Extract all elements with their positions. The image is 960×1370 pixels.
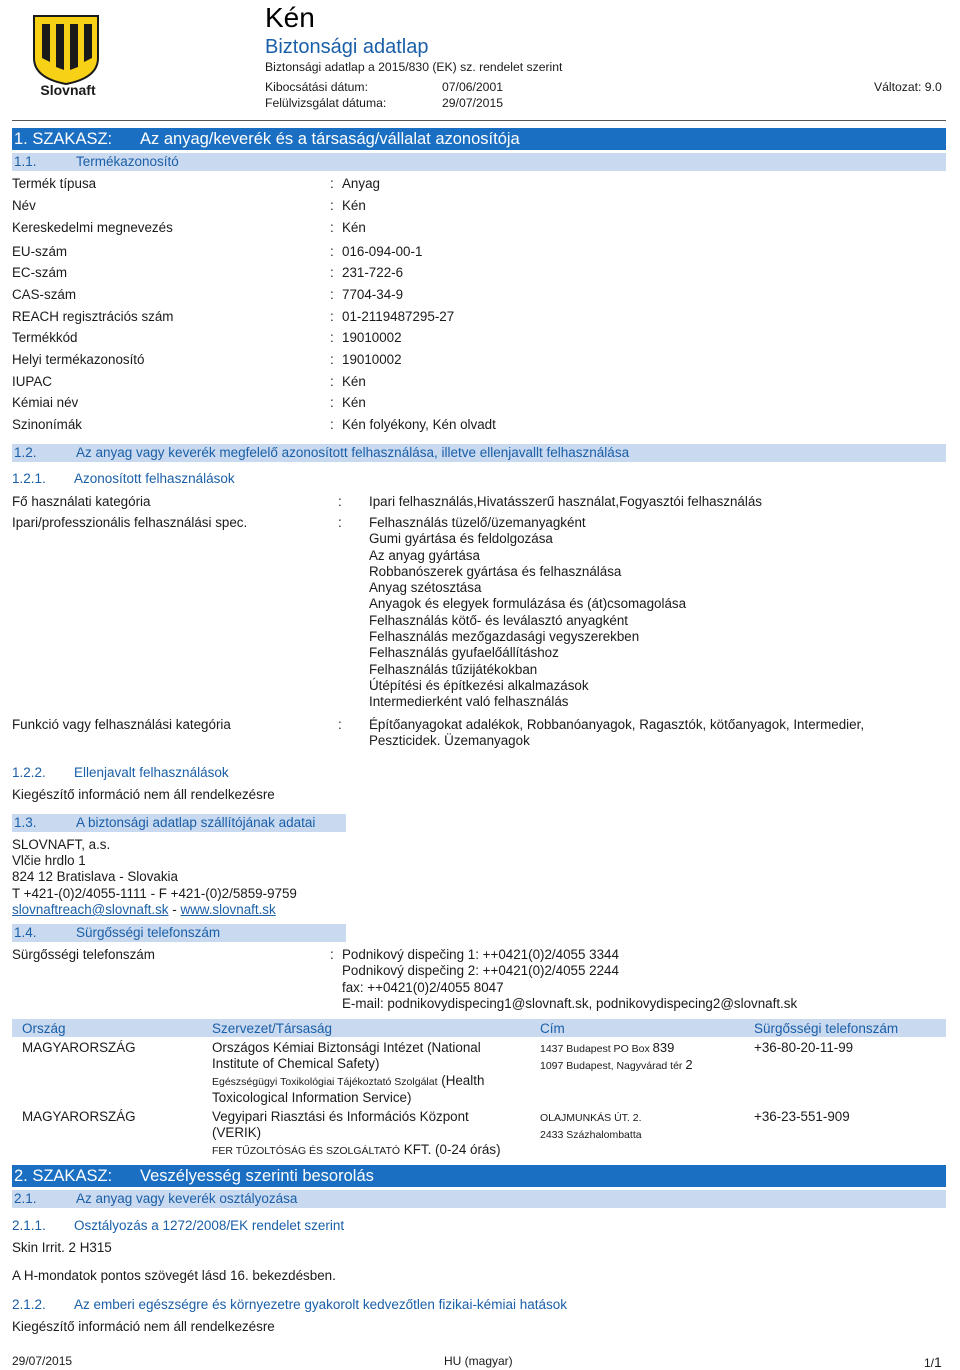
industrial-use-item: Intermedierként való felhasználás: [369, 694, 569, 710]
version-label: Változat: 9.0: [874, 80, 942, 94]
table-row: [12, 1106, 946, 1159]
emergency-line: E-mail: podnikovydispecing1@slovnaft.sk, podnikovydispecing2@slovnaft.sk: [342, 995, 798, 1011]
slovnaft-logo: [30, 12, 102, 100]
emergency-line: Podnikový dispečing 1: ++0421(0)2/4055 3344: [342, 947, 619, 962]
industrial-use-item: Felhasználás tüzelő/üzemanyagként: [369, 515, 586, 530]
industrial-use-item: Felhasználás tűzijátékokban: [369, 661, 538, 677]
footer-date: 29/07/2015: [12, 1354, 73, 1368]
issue-date-value: 07/06/2001: [442, 80, 503, 94]
section-1-2-2-heading: 1.2.2. Ellenjavalt felhasználások: [12, 765, 229, 780]
col-organization: Szervezet/Társaság: [202, 1019, 530, 1037]
supplier-name: SLOVNAFT, a.s.: [12, 837, 111, 852]
emergency-line: Podnikový dispečing 2: ++0421(0)2/4055 2244: [342, 963, 619, 979]
col-address: Cím: [530, 1019, 744, 1037]
revision-date-label: Felülvizsgálat dátuma:: [265, 96, 387, 110]
industrial-use-item: Felhasználás mezőgazdasági vegyszerekben: [369, 629, 640, 645]
industrial-use-item: Robbanószerek gyártása és felhasználása: [369, 563, 622, 579]
col-emergency-phone: Sürgősségi telefonszám: [744, 1019, 946, 1037]
cell-address: 1437 Budapest PO Box 839 1097 Budapest, Nagyvárad tér 2: [540, 1040, 693, 1072]
header-divider: [12, 120, 946, 121]
section-2-1-2-heading: 2.1.2. Az emberi egészségre és környezetre gyakorolt kedvezőtlen fizikai-kémiai hatások: [12, 1297, 567, 1312]
industrial-use-item: Anyagok és elegyek formulázása és (át)csomagolása: [369, 596, 687, 612]
industrial-use-item: Felhasználás gyufaelőállításhoz: [369, 645, 559, 661]
supplier-phone: T +421-(0)2/4055-1111 - F +421-(0)2/5859-9759: [12, 886, 297, 901]
emergency-contacts: [342, 947, 797, 1012]
no-info-text: Kiegészítő információ nem áll rendelkezésre: [12, 787, 275, 802]
function-value: Építőanyagokat adalékok, Robbanóanyagok, Ragasztók, kötőanyagok, Intermedier, Peszticidek. Üzemanyagok: [369, 717, 865, 749]
supplier-street: Vlčie hrdlo 1: [12, 853, 86, 868]
supplier-email-link[interactable]: slovnaftreach@slovnaft.sk: [12, 902, 169, 917]
section-2-header: 2. SZAKASZ: Veszélyesség szerinti besorolás: [12, 1165, 946, 1187]
sds-page: Slovnaft Kén Biztonsági adatlap Biztonsági adatlap a 2015/830 (EK) sz. rendelet szerint Kibocsátási dátum: 07/06/2001 Felülvizsgálat dátuma: 29/07/2015 Változat: 9.0 1. SZAKASZ: Az anyag/keverék és a társaság/vállalat azonosítója 1.1. Termékazonosító Termék típusa : Anyag Név : Kén Kereskedelmi megnevezés : Kén EU-szám : 016-094-00-1 EC-szám : 231-722-6 CAS-szám : 7704-34-9 REACH regisztrációs szám : 01-2119487295-27 Termékkód : 19010002 Helyi termékazonosító : 19010002 IUPAC : Kén Kémiai név : Kén Szinonímák : Kén folyékony, Kén olvadt 1.2. Az anyag vagy keverék megfelelő azonosított felhasználása, illetve ellenjavallt felhasználása 1.2.1. Azonosított felhasználások Fő használati kategória : Ipari felhasználás,Hivatásszerű használat,Fogyasztói felhasználás Ipari/professzionális felhasználási spec. : Felhasználás tüzelő/üzemanyagként Gumi gyártása és feldolgozása Az anyag gyártása Robbanószerek gyártása és felhasználása Anyag szétosztása Anyagok és elegyek formulázása és (át)csomagolása Felhasználás kötő- és leválasztó anyagként Felhasználás mezőgazdasági vegyszerekben Felhasználás gyufaelőállításhoz Felhasználás tűzijátékokban Útépítési és építkezési alkalmazások Intermedierként való felhasználás Funkció vagy felhasználási kategória : Építőanyagokat adalékok, Robbanóanyagok, Ragasztók, kötőanyagok, Intermedier, Peszticidek. Üzemanyagok 1.2.2. Ellenjavalt felhasználások Kiegészítő információ nem áll rendelkezésre 1.3. A biztonsági adatlap szállítójának adatai SLOVNAFT, a.s. Vlčie hrdlo 1 824 12 Bratislava - Slovakia T +421-(0)2/4055-1111 - F +421-(0)2/5859-9759 slovnaftreach@slovnaft.sk - www.slovnaft.sk 1.4. Sürgősségi telefonszám Sürgősségi telefonszám : Podnikový dispečing 1: ++0421(0)2/4055 3344 Podnikový dispečing 2: ++0421(0)2/4055 2244 fax: ++0421(0)2/4055 8047 E-mail: podnikovydispecing1@slovnaft.sk, podnikovydispecing2@slovnaft.sk Ország Szervezet/Társaság Cím Sürgősségi telefonszám MAGYARORSZÁG Országos Kémiai Biztonsági Intézet (National Institute of Chemical Safety) Egészségügyi Toxikológiai Tájékoztató Szolgálat (Health Toxicological Information Service) 1437 Budapest PO Box 839 1097 Budapest, Nagyvárad tér 2 +36-80-20-11-99 MAGYARORSZÁG Vegyipari Riasztási és Információs Központ (VERIK) FER TŰZOLTÓSÁG ÉS SZOLGÁLTATÓ KFT. (0-24 órás) OLAJMUNKÁS ÚT. 2. 2433 Százhalombatta +36-23-551-909 2. SZAKASZ: Veszélyesség szerinti besorolás 2.1. Az anyag vagy keverék osztályozása 2.1.1. Osztályozás a 1272/2008/EK rendelet szerint Skin Irrit. 2 H315 A H-mondatok pontos szövegét lásd 16. bekezdésben. 2.1.2. Az emberi egészségre és környezetre gyakorolt kedvezőtlen fizikai-kémiai hatások Kiegészítő információ nem áll rendelkezésre 29/07/2015 HU (magyar) 1/1: [0, 0, 960, 1370]
section-1-4-header: 1.4. Sürgősségi telefonszám: [12, 924, 346, 942]
supplier-website-link[interactable]: www.slovnaft.sk: [180, 902, 276, 917]
section-2-1-header: 2.1. Az anyag vagy keverék osztályozása: [12, 1190, 946, 1208]
industrial-use-item: Az anyag gyártása: [369, 547, 480, 563]
industrial-use-item: Anyag szétosztása: [369, 580, 482, 596]
cell-emergency-phone: +36-80-20-11-99: [754, 1040, 854, 1055]
emergency-contacts-table: [12, 1019, 946, 1159]
no-info-text-2: Kiegészítő információ nem áll rendelkezésre: [12, 1319, 275, 1334]
h-statement-note: A H-mondatok pontos szövegét lásd 16. bekezdésben.: [12, 1268, 336, 1283]
col-country: Ország: [12, 1019, 202, 1037]
section-1-header: 1. SZAKASZ: Az anyag/keverék és a társaság/vállalat azonosítója: [12, 128, 946, 150]
section-1-2-header: 1.2. Az anyag vagy keverék megfelelő azonosított felhasználása, illetve ellenjavallt felhasználása: [12, 444, 946, 462]
regulation-note: Biztonsági adatlap a 2015/830 (EK) sz. rendelet szerint: [265, 60, 563, 74]
cell-organization: Országos Kémiai Biztonsági Intézet (National Institute of Chemical Safety) Egészségügyi Toxikológiai Tájékoztató Szolgálat (Health Toxicological Information Service): [212, 1040, 485, 1105]
emergency-line: fax: ++0421(0)2/4055 8047: [342, 979, 504, 995]
cell-country: MAGYARORSZÁG: [22, 1040, 136, 1055]
section-1-1-header: 1.1. Termékazonosító: [12, 153, 946, 171]
section-1-3-header: 1.3. A biztonsági adatlap szállítójának adatai: [12, 814, 346, 832]
cell-organization: Vegyipari Riasztási és Információs Központ (VERIK) FER TŰZOLTÓSÁG ÉS SZOLGÁLTATÓ KFT. (0-24 órás): [212, 1109, 501, 1157]
footer-language: HU (magyar): [444, 1354, 513, 1368]
classification-line: Skin Irrit. 2 H315: [12, 1240, 112, 1255]
industrial-use-item: Gumi gyártása és feldolgozása: [369, 531, 553, 547]
industrial-use-item: Felhasználás kötő- és leválasztó anyagként: [369, 612, 629, 628]
brand-name: Slovnaft: [40, 82, 96, 98]
supplier-city: 824 12 Bratislava - Slovakia: [12, 869, 178, 884]
product-title: Kén: [265, 2, 315, 33]
supplier-contacts: slovnaftreach@slovnaft.sk - www.slovnaft.sk: [12, 902, 276, 917]
industrial-use-item: Útépítési és építkezési alkalmazások: [369, 677, 589, 693]
section-1-2-1-heading: 1.2.1. Azonosított felhasználások: [12, 471, 235, 486]
revision-date-value: 29/07/2015: [442, 96, 503, 110]
issue-date-label: Kibocsátási dátum:: [265, 80, 368, 94]
cell-emergency-phone: +36-23-551-909: [754, 1109, 850, 1125]
cell-address: OLAJMUNKÁS ÚT. 2. 2433 Százhalombatta: [540, 1112, 642, 1142]
section-2-1-1-heading: 2.1.1. Osztályozás a 1272/2008/EK rendelet szerint: [12, 1218, 345, 1233]
cell-country: MAGYARORSZÁG: [22, 1109, 136, 1125]
table-row: [12, 1037, 946, 1106]
document-type: Biztonsági adatlap: [265, 36, 429, 58]
footer-page-number: 1/1: [924, 1354, 942, 1370]
table-header-row: [12, 1019, 946, 1037]
industrial-uses-list: [369, 515, 686, 711]
